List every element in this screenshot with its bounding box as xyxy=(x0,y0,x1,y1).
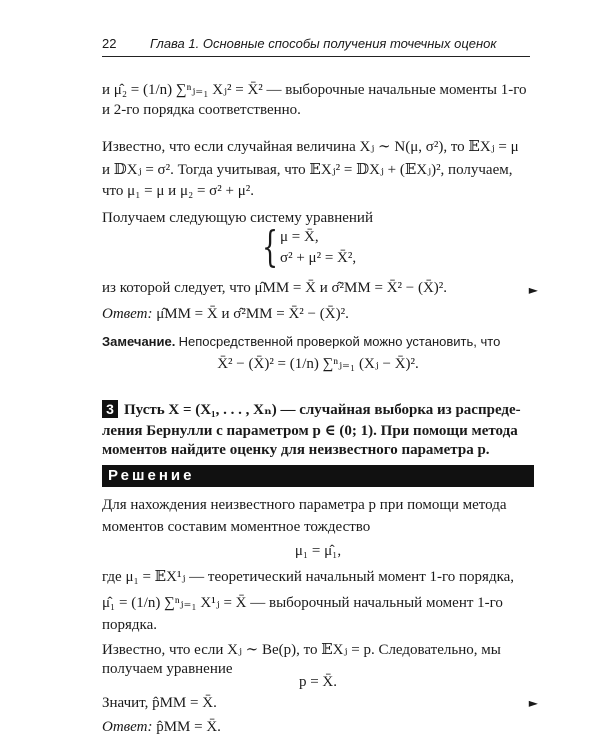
end-of-proof-marker: ► xyxy=(528,696,538,710)
text-line: где μ₁ = 𝔼X¹ⱼ — теоретический начальный момент 1-го порядка, xyxy=(102,569,515,585)
chapter-title: Глава 1. Основные способы получения точечных оценок xyxy=(150,36,497,51)
text-line: Получаем следующую систему уравнений xyxy=(102,210,373,226)
task-line: Пусть X = (X₁, . . . , Xₙ) — случайная выборка из распреде- xyxy=(124,402,521,418)
running-header xyxy=(102,34,530,57)
answer-label: Ответ: xyxy=(102,306,153,322)
text-line: моментов составим моментное тождество xyxy=(102,519,371,535)
text-line: Для нахождения неизвестного параметра p при помощи метода xyxy=(102,497,507,513)
text-line: и μ̂₂ = (1/n) ∑ⁿⱼ₌₁ Xⱼ² = X̄² — выборочные начальные моменты 1-го xyxy=(102,82,527,98)
text-line: и 𝔻Xⱼ = σ². Тогда учитывая, что 𝔼Xⱼ² = 𝔻Xⱼ + (𝔼Xⱼ)², получаем, xyxy=(102,162,513,178)
text-line: Значит, p̂MM = X̄. xyxy=(102,695,217,711)
answer-text: μ̂MM = X̄ и σ̂²MM = X̄² − (X̄)². xyxy=(156,306,349,322)
task-line: ления Бернулли с параметром p ∈ (0; 1). При помощи метода xyxy=(102,423,518,439)
equation-line: p = X̄. xyxy=(298,674,338,690)
end-of-proof-marker: ► xyxy=(528,283,538,297)
task-line: моментов найдите оценку для неизвестного параметра p. xyxy=(102,442,490,458)
text-line: и 2-го порядка соответственно. xyxy=(102,102,301,118)
text-line: что μ₁ = μ и μ₂ = σ² + μ². xyxy=(102,183,255,199)
text-line: μ̂₁ = (1/n) ∑ⁿⱼ₌₁ X¹ⱼ = X̄ — выборочный начальный момент 1-го xyxy=(102,595,503,611)
equation-line: μ₁ = μ̂₁, xyxy=(294,543,342,559)
task-number-badge: 3 xyxy=(102,400,118,418)
text-line: из которой следует, что μ̂MM = X̄ и σ̂²MM = X̄² − (X̄)². xyxy=(102,280,448,296)
text-line: Известно, что если случайная величина Xⱼ ∼ N(μ, σ²), то 𝔼Xⱼ = μ xyxy=(102,139,519,155)
text-line: получаем уравнение xyxy=(102,661,233,677)
system-brace: { xyxy=(262,222,279,271)
remark-text: Непосредственной проверкой можно установить, что xyxy=(178,334,501,349)
answer-text: p̂MM = X̄. xyxy=(156,719,221,735)
answer-label: Ответ: xyxy=(102,719,153,735)
equation-line: μ = X̄, xyxy=(280,229,319,245)
text-line: порядка. xyxy=(102,617,158,633)
text-line: Известно, что если Xⱼ ∼ Be(p), то 𝔼Xⱼ = p. Следовательно, мы xyxy=(102,642,501,658)
remark-formula: X̄² − (X̄)² = (1/n) ∑ⁿⱼ₌₁ (Xⱼ − X̄)². xyxy=(217,356,419,372)
equation-line: σ² + μ² = X̄², xyxy=(280,250,357,266)
solution-banner: Решение xyxy=(102,465,534,487)
remark-label: Замечание. xyxy=(102,334,176,349)
page-number: 22 xyxy=(102,36,117,51)
